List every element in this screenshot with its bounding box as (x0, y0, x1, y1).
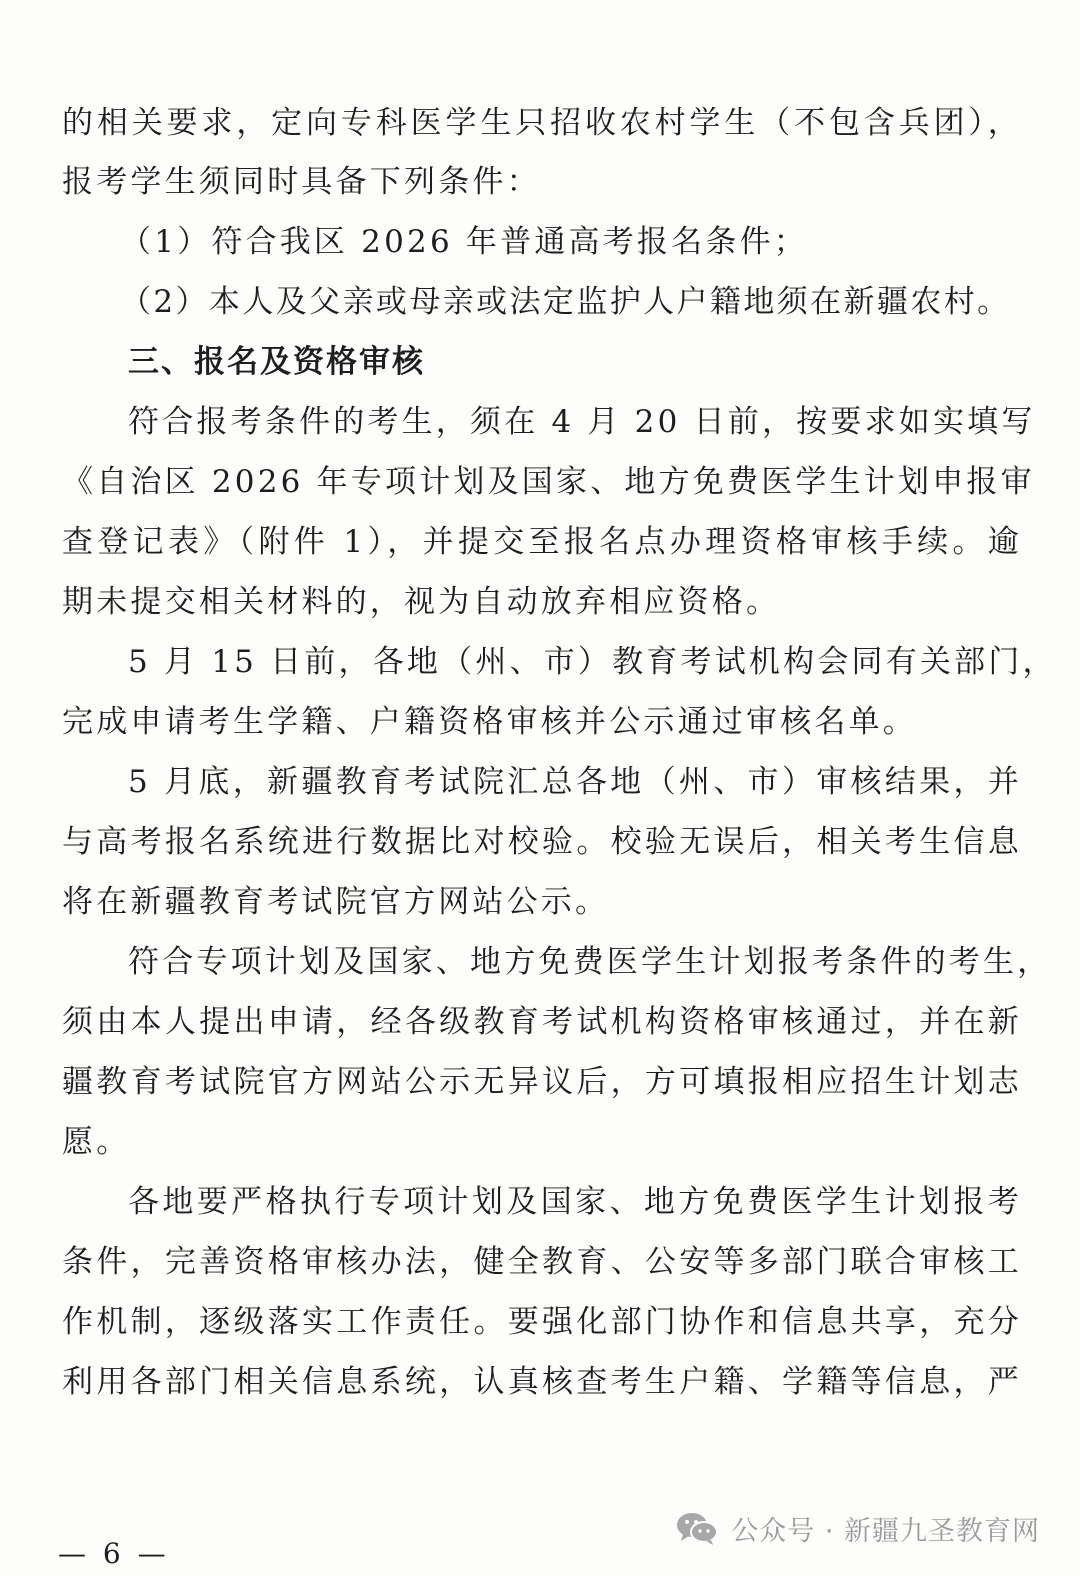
body-line: 利用各部门相关信息系统，认真核查考生户籍、学籍等信息，严 (62, 1364, 1022, 1400)
body-line: 5 月底，新疆教育考试院汇总各地（州、市）审核结果，并 (128, 764, 1022, 800)
condition-item-2: （2）本人及父亲或母亲或法定监护人户籍地须在新疆农村。 (120, 284, 1011, 320)
body-line: 《自治区 2026 年专项计划及国家、地方免费医学生计划申报审 (62, 464, 1035, 500)
body-line: 符合专项计划及国家、地方免费医学生计划报考条件的考生， (128, 944, 1052, 980)
section-heading: 三、报名及资格审核 (128, 344, 425, 380)
body-line: 查登记表》（附件 1），并提交至报名点办理资格审核手续。逾 (62, 524, 1022, 560)
body-line: 疆教育考试院官方网站公示无异议后，方可填报相应招生计划志 (62, 1064, 1022, 1100)
body-line: 须由本人提出申请，经各级教育考试机构资格审核通过，并在新 (62, 1004, 1022, 1040)
body-line: 完成申请考生学籍、户籍资格审核并公示通过审核名单。 (62, 704, 917, 740)
condition-item-1: （1）符合我区 2026 年普通高考报名条件； (120, 224, 808, 260)
body-line: 报考学生须同时具备下列条件： (62, 164, 541, 200)
watermark-text: 公众号 · 新疆九圣教育网 (731, 1515, 1040, 1547)
wechat-icon (675, 1510, 719, 1546)
body-line: 符合报考条件的考生，须在 4 月 20 日前，按要求如实填写 (128, 404, 1036, 440)
body-line: 将在新疆教育考试院官方网站公示。 (62, 884, 610, 920)
page-number: — 6 — (58, 1537, 170, 1570)
body-line: 的相关要求，定向专科医学生只招收农村学生（不包含兵团）， (62, 105, 1022, 141)
watermark (675, 1508, 1040, 1548)
body-line: 与高考报名系统进行数据比对校验。校验无误后，相关考生信息 (62, 824, 1022, 860)
body-line: 各地要严格执行专项计划及国家、地方免费医学生计划报考 (128, 1184, 1022, 1220)
body-line: 愿。 (62, 1124, 131, 1160)
body-line: 条件，完善资格审核办法，健全教育、公安等多部门联合审核工 (62, 1244, 1022, 1280)
body-line: 作机制，逐级落实工作责任。要强化部门协作和信息共享，充分 (62, 1304, 1022, 1340)
body-line: 期未提交相关材料的，视为自动放弃相应资格。 (62, 584, 781, 620)
body-line: 5 月 15 日前，各地（州、市）教育考试机构会同有关部门， (128, 644, 1057, 680)
